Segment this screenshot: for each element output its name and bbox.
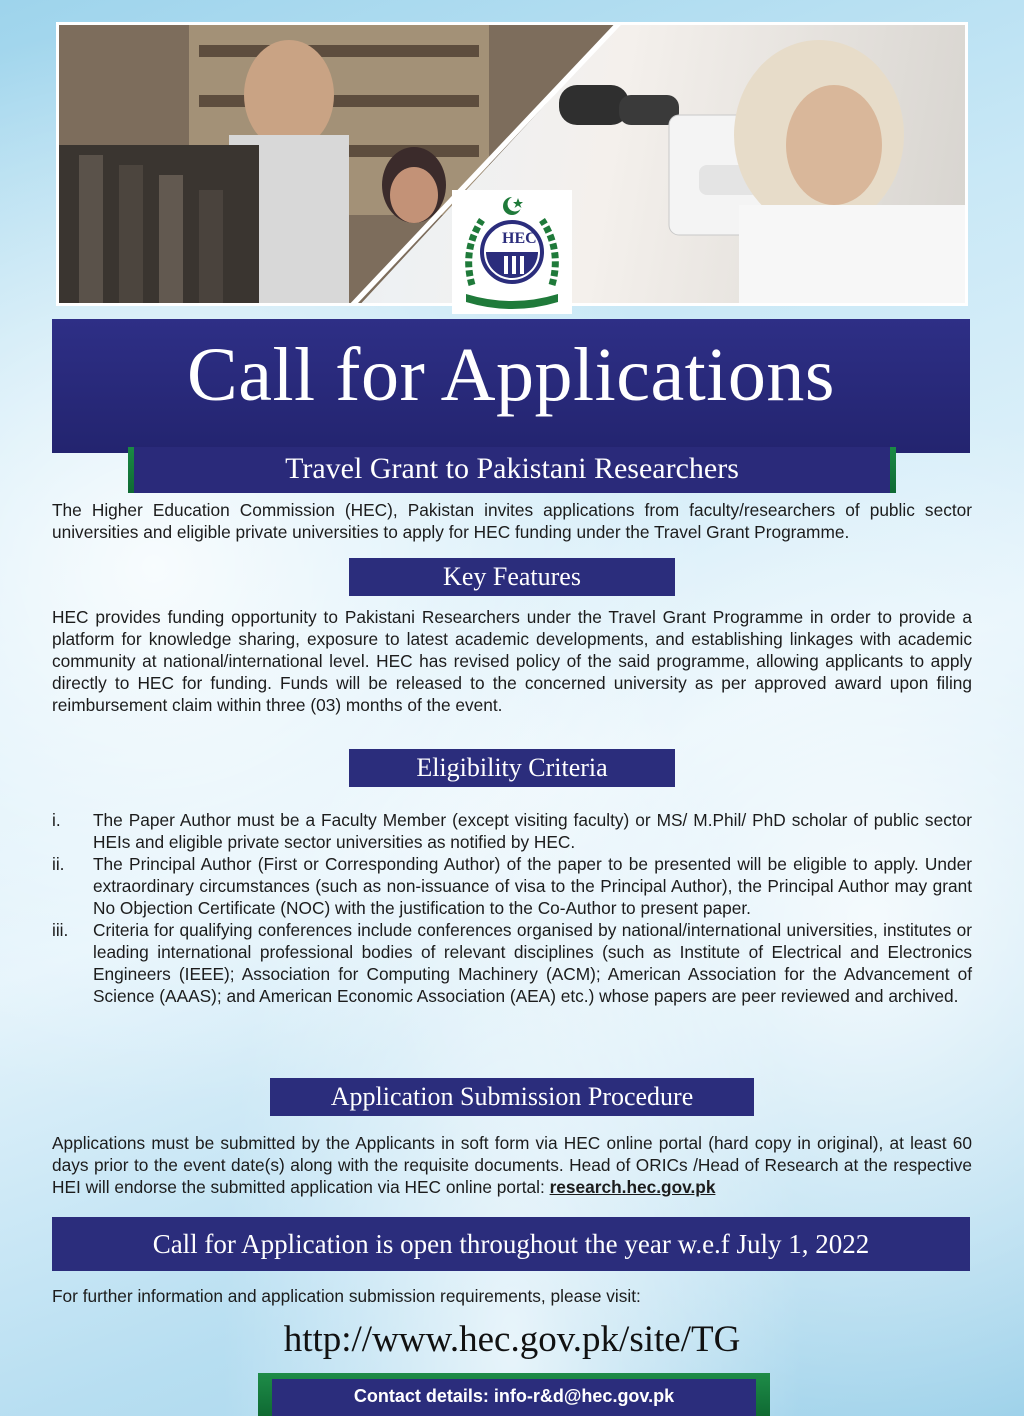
website-url-link[interactable]: http://www.hec.gov.pk/site/TG — [283, 1319, 741, 1360]
list-item-text: The Principal Author (First or Corresponding Author) of the paper to be presented will be eligible to apply. Under extraordinary circumstances (such as non-issuance of visa to the Principal Author), the Principal Author may grant No Objection Certificate (NOC) with the justification to the Co-Author to present paper. — [93, 854, 972, 918]
procedure-text: Applications must be submitted by the Applicants in soft form via HEC online portal (hard copy in original), at least 60 days prior to the event date(s) along with the requisite documents. Head of ORICs /Head of Research at the respective HEI will endorse the submitted application via HEC online portal: — [52, 1133, 972, 1197]
list-item-number: ii. — [52, 854, 65, 874]
hec-logo — [452, 190, 572, 314]
eligibility-list — [52, 809, 972, 1007]
contact-details[interactable]: Contact details: info-r&d@hec.gov.pk — [272, 1379, 756, 1416]
list-item — [52, 809, 972, 853]
list-item-number: i. — [52, 810, 61, 830]
eligibility-heading: Eligibility Criteria — [349, 749, 675, 787]
list-item-number: iii. — [52, 920, 69, 940]
subtitle-banner — [128, 447, 896, 493]
list-item — [52, 919, 972, 1007]
procedure-heading: Application Submission Procedure — [270, 1078, 754, 1116]
title-banner — [52, 319, 970, 453]
open-notice-banner: Call for Application is open throughout the year w.e.f July 1, 2022 — [52, 1217, 970, 1271]
intro-paragraph: The Higher Education Commission (HEC), Pakistan invites applications from faculty/researchers of public sector universities and eligible private universities to apply for HEC funding under the Travel Grant Programme. — [52, 500, 972, 542]
list-item-text: The Paper Author must be a Faculty Member (except visiting faculty) or MS/ M.Phil/ PhD scholar of public sector HEIs and eligible private sector universities as notified by HEC. — [93, 810, 972, 852]
page-title: Call for Applications — [187, 333, 835, 417]
hec-emblem-icon — [452, 190, 572, 314]
key-features-heading: Key Features — [349, 558, 675, 596]
subtitle-banner-inner — [134, 447, 890, 493]
page-subtitle: Travel Grant to Pakistani Researchers — [285, 452, 739, 485]
list-item — [52, 853, 972, 919]
key-features-paragraph: HEC provides funding opportunity to Pakistani Researchers under the Travel Grant Programme in order to provide a platform for knowledge sharing, exposure to latest academic developments, and establishing linkages with academic community at national/international level. HEC has revised policy of the said programme, allowing applicants to apply directly to HEC for funding. Funds will be released to the concerned university as per approved award upon filing reimbursement claim within three (03) months of the event. — [52, 607, 972, 715]
list-item-text: Criteria for qualifying conferences include conferences organised by national/international universities, institutes or leading international professional bodies of relevant disciplines (such as Institute of Electrical and Electronics Engineers (IEEE); Association for Computing Machinery (ACM); American Association for the Advancement of Science (AAAS); and American Economic Association (AEA) etc.) whose papers are peer reviewed and archived. — [93, 920, 972, 1006]
contact-banner — [258, 1373, 770, 1416]
procedure-paragraph — [52, 1132, 972, 1198]
logo-text: HEC — [502, 230, 537, 247]
further-info-text: For further information and application submission requirements, please visit: — [52, 1286, 641, 1306]
portal-link[interactable]: research.hec.gov.pk — [549, 1177, 716, 1197]
